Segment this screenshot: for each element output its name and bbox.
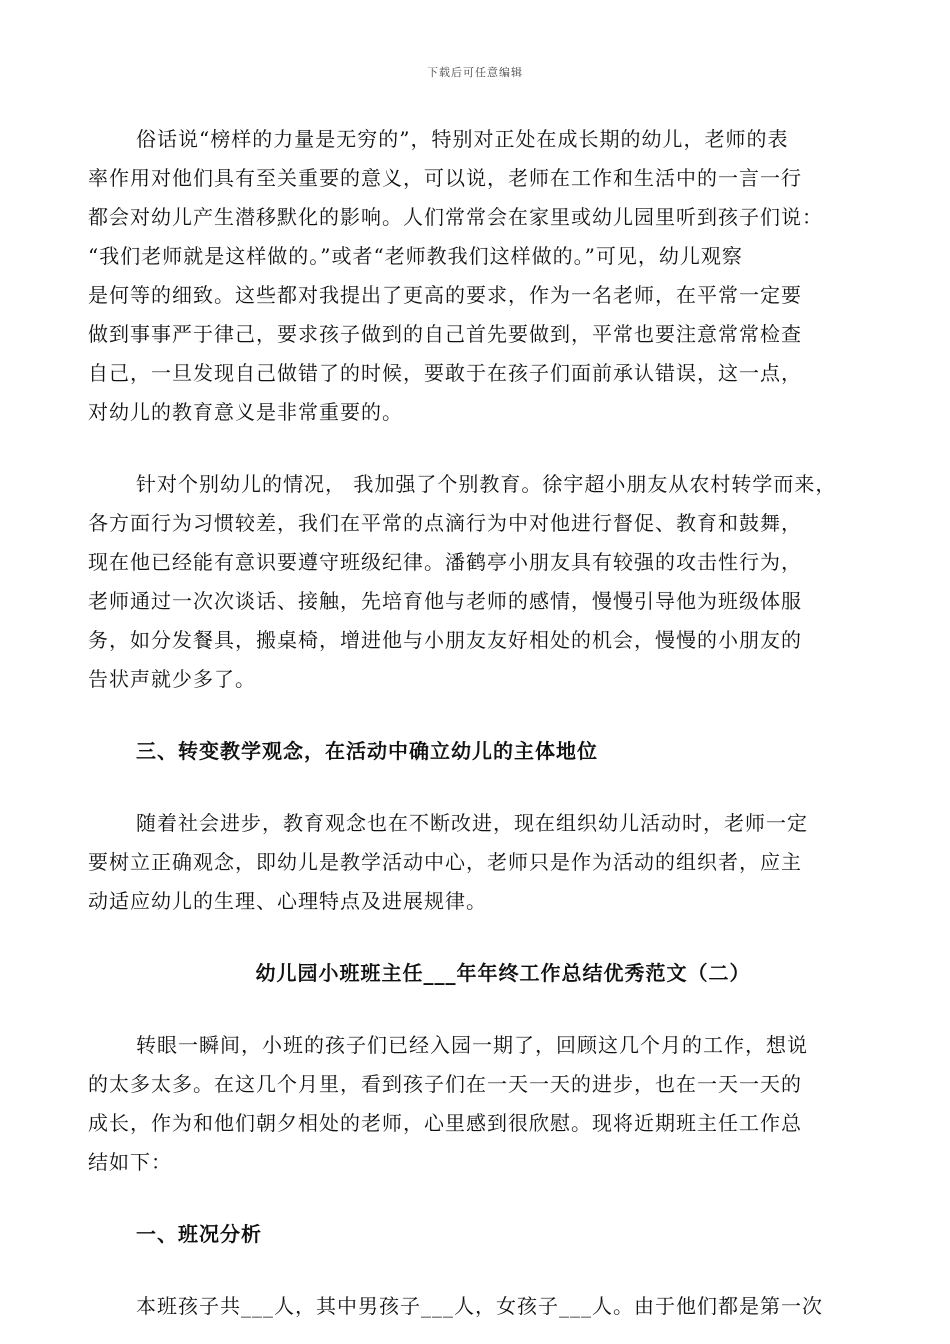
text-line: 自己，一旦发现自己做错了的时候，要敢于在孩子们面前承认错误，这一点，: [88, 361, 802, 385]
paragraph-individual-education: [88, 465, 878, 699]
section-heading-1: 一、班况分析: [136, 1222, 262, 1246]
text-line: 本班孩子共___人，其中男孩子___人，女孩子___人。由于他们都是第一次: [136, 1294, 823, 1318]
text-line: 针对个别幼儿的情况， 我加强了个别教育。徐宇超小朋友从农村转学而来，: [136, 472, 837, 496]
text-line: 结如下：: [88, 1150, 172, 1174]
text-line: 俗话说“榜样的力量是无穷的”，特别对正处在成长期的幼儿，老师的表: [136, 127, 789, 151]
text-line: 转眼一瞬间，小班的孩子们已经入园一期了，回顾这几个月的工作，想说: [136, 1033, 808, 1057]
paragraph-role-model: [88, 120, 878, 432]
text-line: 随着社会进步，教育观念也在不断改进，现在组织幼儿活动时，老师一定: [136, 811, 808, 835]
text-line: 现在他已经能有意识要遵守班级纪律。潘鹤亭小朋友具有较强的攻击性行为，: [88, 550, 802, 574]
text-line: “我们老师就是这样做的。”或者“老师教我们这样做的。”可见，幼儿观察: [88, 244, 743, 268]
text-line: 老师通过一次次谈话、接触，先培育他与老师的感情，慢慢引导他为班级体服: [88, 589, 802, 613]
text-line: 是何等的细致。这些都对我提出了更高的要求，作为一名老师，在平常一定要: [88, 283, 802, 307]
section-heading-3: 三、转变教学观念，在活动中确立幼儿的主体地位: [136, 739, 598, 763]
paragraph-teaching-concept: [88, 804, 878, 921]
text-line: 告状声就少多了。: [88, 667, 256, 691]
text-line: 成长，作为和他们朝夕相处的老师，心里感到很欣慰。现将近期班主任工作总: [88, 1111, 802, 1135]
text-line: 要树立正确观念，即幼儿是教学活动中心，老师只是作为活动的组织者，应主: [88, 850, 802, 874]
paragraph-intro: [88, 1026, 878, 1182]
text-line: 的太多太多。在这几个月里，看到孩子们在一天一天的进步，也在一天一天的: [88, 1072, 802, 1096]
text-line: 做到事事严于律己，要求孩子做到的自己首先要做到，平常也要注意常常检查: [88, 322, 802, 346]
text-line: 各方面行为习惯较差，我们在平常的点滴行为中对他进行督促、教育和鼓舞，: [88, 511, 802, 535]
text-line: 率作用对他们具有至关重要的意义，可以说，老师在工作和生活中的一言一行: [88, 166, 802, 190]
page-header: 下载后可任意编辑: [427, 66, 523, 79]
text-line: 动适应幼儿的生理、心理特点及进展规律。: [88, 889, 487, 913]
document-title-2: 幼儿园小班班主任___年年终工作总结优秀范文（二）: [255, 961, 751, 985]
text-line: 对幼儿的教育意义是非常重要的。: [88, 400, 403, 424]
text-line: 都会对幼儿产生潜移默化的影响。人们常常会在家里或幼儿园里听到孩子们说：: [88, 205, 823, 229]
document-body: [88, 120, 878, 1326]
paragraph-class-analysis: [88, 1287, 878, 1326]
text-line: 务，如分发餐具，搬桌椅，增进他与小朋友友好相处的机会，慢慢的小朋友的: [88, 628, 802, 652]
